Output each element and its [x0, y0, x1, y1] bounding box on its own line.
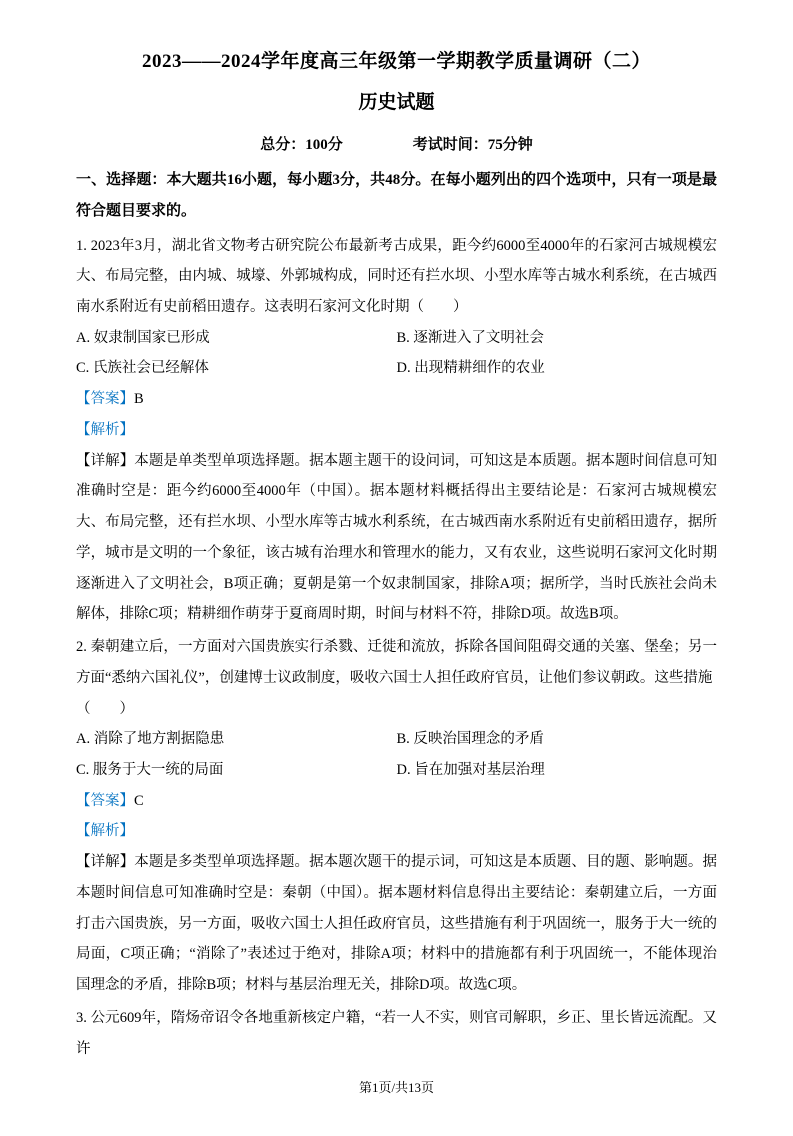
- answer-value: C: [134, 792, 144, 809]
- option-c: C. 服务于大一统的局面: [76, 761, 224, 778]
- option-c: C. 氏族社会已经解体: [76, 360, 209, 377]
- detail-paragraph: [76, 847, 717, 1001]
- exam-duration: 考试时间：75分钟: [412, 137, 533, 153]
- option-a: A. 消除了地方割据隐患: [76, 731, 225, 748]
- page-subtitle: 历史试题: [358, 92, 435, 113]
- answer-label: 【答案】: [76, 391, 134, 408]
- page-footer: 第1页/共13页: [358, 1080, 435, 1095]
- exam-info-line: [76, 132, 717, 159]
- question-stem: 1. 2023年3月，湖北省文物考古研究院公布最新考古成果，距今约6000至4000年的石家河古城规模宏大、布局完整，由内城、城壕、外郭城构成，同时还有拦水坝、小型水库等古城水利系统，在古城西南水系附近有史前稻田遗存。这表明石家河文化时期（ ）: [76, 237, 717, 315]
- question-stem: 3. 公元609年，隋炀帝诏令各地重新核定户籍，“若一人不实，则官司解职，乡正、里长皆远流配。又许: [76, 1009, 717, 1057]
- analysis-label: 【解析】: [76, 421, 134, 438]
- question-stem: 2. 秦朝建立后，一方面对六国贵族实行杀戮、迁徙和流放，拆除各国间阻碍交通的关塞、堡垒；另一方面“悉纳六国礼仪”，创建博士议政制度，吸收六国士人担任政府官员，让他们参议朝政。这些措施: [76, 639, 717, 686]
- page-title: 2023——2024学年度高三年级第一学期教学质量调研（二）: [141, 51, 651, 72]
- question-block-2: [76, 632, 717, 1001]
- question-block-1: [76, 231, 717, 631]
- analysis-line: [76, 415, 717, 446]
- detail-text: 本题是单类型单项选择题。据本题主题干的设问词，可知这是本质题。据本题时间信息可知准确时空是：距今约6000至4000年（中国）。据本题材料概括得出主要结论是：石家河古城规模宏大、布局完整，还有拦水坝、小型水库等古城水利系统，在古城西南水系附近有史前稻田遗存，据所学，城市是文明的一个象征，该古城有治理水和管理水的能力，又有农业，这些说明石家河文化时期逐渐进入了文明社会，B项正确；夏朝是第一个奴隶制国家，排除A项；据所学，当时氏族社会尚未解体，排除C项；精耕细作萌芽于夏商周时期，时间与材料不符，排除D项。故选B项。: [76, 452, 717, 623]
- option-b: B. 逐渐进入了文明社会: [396, 329, 544, 346]
- answer-value: B: [134, 391, 144, 408]
- analysis-label: 【解析】: [76, 823, 134, 840]
- answer-label: 【答案】: [76, 792, 134, 809]
- option-d: D. 出现精耕细作的农业: [396, 360, 545, 377]
- option-a: A. 奴隶制国家已形成: [76, 329, 210, 346]
- options-grid: [76, 724, 717, 785]
- answer-line: [76, 384, 717, 415]
- detail-text: 本题是多类型单项选择题。据本题次题干的提示词，可知这是本质题、目的题、影响题。据本题时间信息可知准确时空是：秦朝（中国）。据本题材料信息得出主要结论：秦朝建立后，一方面打击六国贵族，另一方面，吸收六国士人担任政府官员，这些措施有利于巩固统一，服务于大一统的局面，C项正确；“消除了”表述过于绝对，排除A项；材料中的措施都有利于巩固统一，不能体现治国理念的矛盾，排除B项；材料与基层治理无关，排除D项。故选C项。: [76, 854, 717, 994]
- detail-label: 【详解】: [76, 452, 135, 469]
- section-heading: 一、选择题：本大题共16小题，每小题3分，共48分。在每小题列出的四个选项中，只有一项是最符合题目要求的。: [76, 172, 717, 219]
- option-d: D. 旨在加强对基层治理: [396, 761, 545, 778]
- option-b: B. 反映治国理念的矛盾: [396, 731, 544, 748]
- analysis-line: [76, 816, 717, 847]
- total-score: 总分：100分: [260, 137, 343, 153]
- detail-paragraph: [76, 446, 717, 630]
- answer-line: [76, 786, 717, 817]
- options-grid: [76, 323, 717, 384]
- question-block-3: [76, 1003, 717, 1064]
- detail-label: 【详解】: [76, 854, 135, 871]
- question-stem-paren: （ ）: [76, 700, 134, 717]
